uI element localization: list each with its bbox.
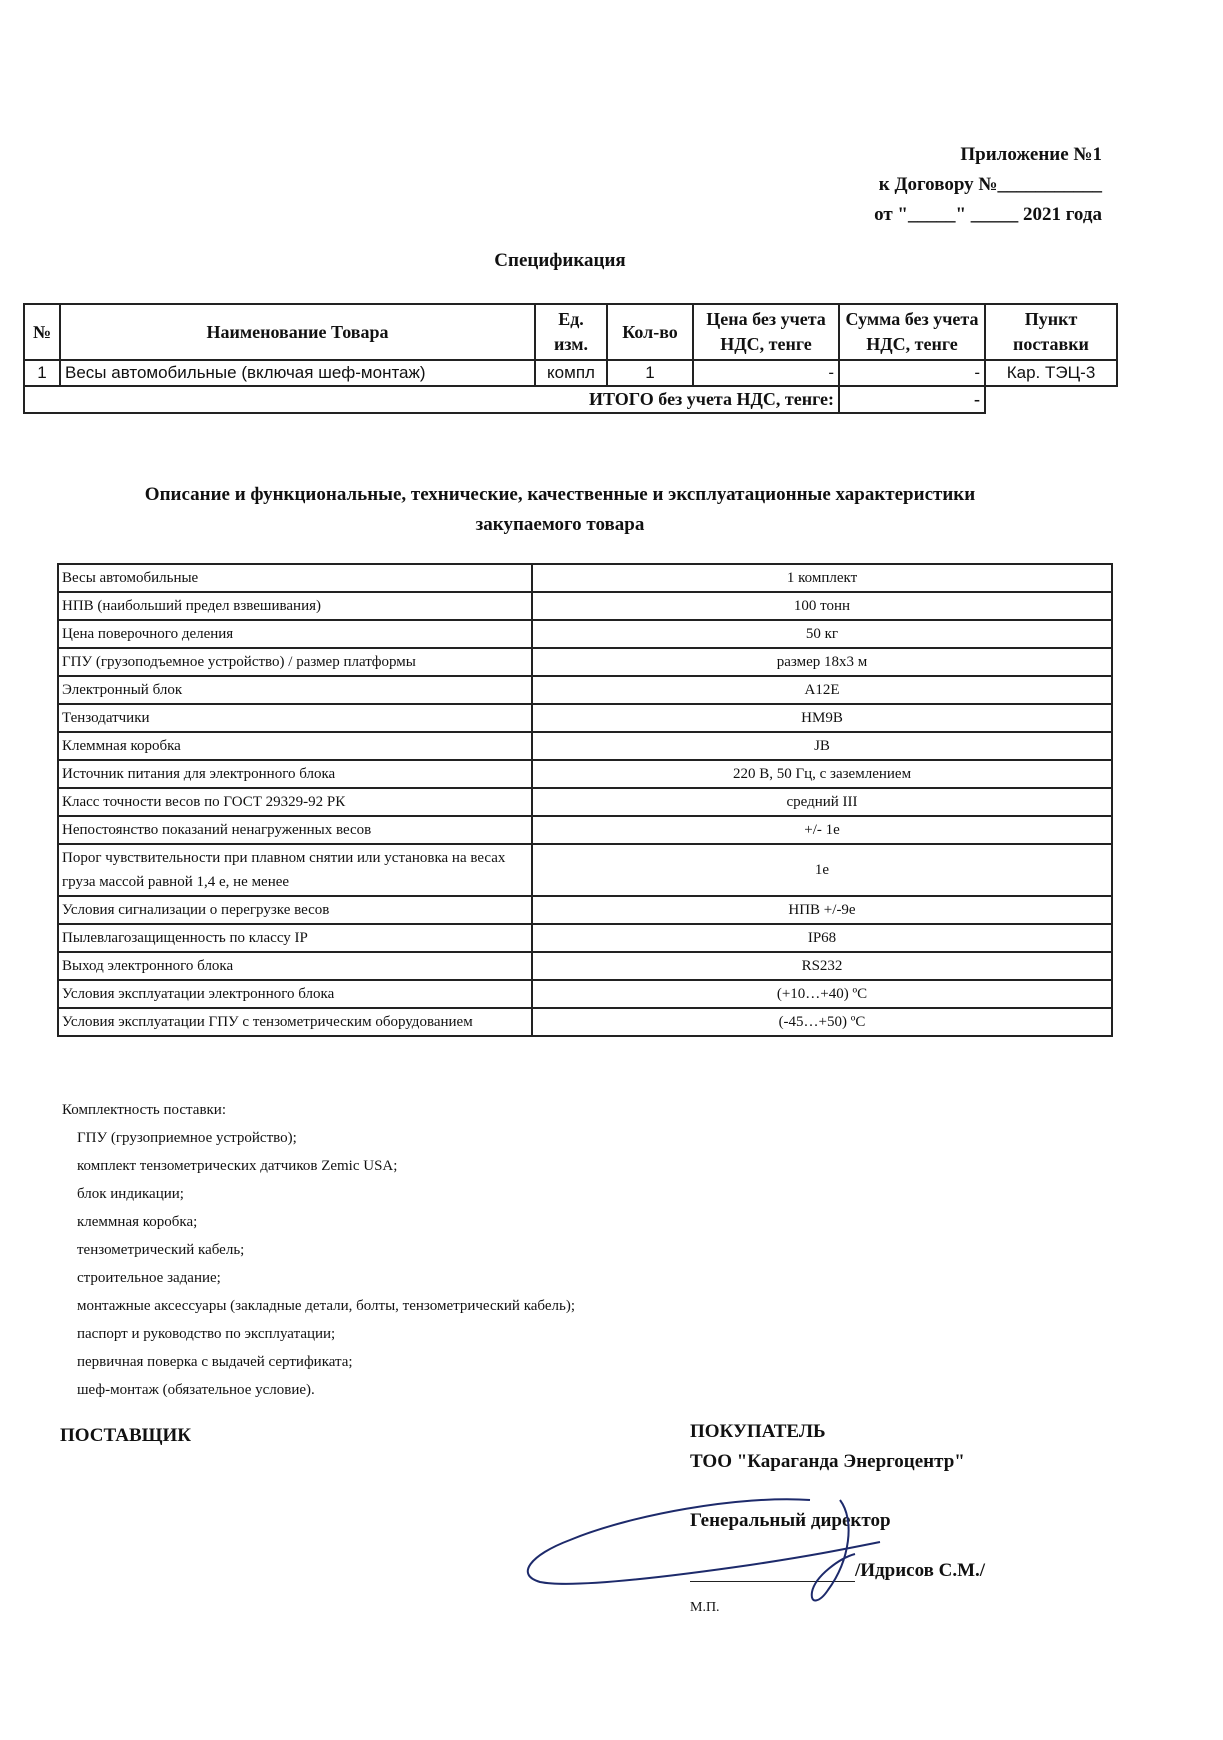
characteristic-row (58, 760, 1112, 788)
row-place: Кар. ТЭЦ-3 (985, 360, 1117, 386)
table-row (24, 360, 1117, 386)
characteristic-value: +/- 1е (532, 816, 1112, 844)
total-value: - (839, 386, 985, 413)
characteristic-row (58, 732, 1112, 760)
characteristic-key: Клеммная коробка (58, 732, 532, 760)
table-header-row (24, 304, 1117, 360)
characteristic-value: 50 кг (532, 620, 1112, 648)
stamp-label: М.П. (690, 1600, 720, 1615)
buyer-position: Генеральный директор (690, 1510, 891, 1531)
characteristic-value: IP68 (532, 924, 1112, 952)
characteristic-value: 220 В, 50 Гц, с заземлением (532, 760, 1112, 788)
list-item: монтажные аксессуары (закладные детали, болты, тензометрический кабель); (77, 1298, 576, 1314)
characteristics-table (57, 563, 1113, 1037)
header-qty: Кол-во (607, 304, 693, 360)
header-name: Наименование Товара (60, 304, 535, 360)
annex-header (874, 140, 1102, 230)
characteristic-row (58, 704, 1112, 732)
row-price: - (693, 360, 839, 386)
characteristic-key: Условия сигнализации о перегрузке весов (58, 896, 532, 924)
handwritten-signature (510, 1480, 930, 1620)
characteristic-value: 100 тонн (532, 592, 1112, 620)
header-price: Цена без учета НДС, тенге (693, 304, 839, 360)
header-place: Пункт поставки (985, 304, 1117, 360)
characteristic-row (58, 816, 1112, 844)
buyer-name: /Идрисов С.М./ (855, 1560, 986, 1581)
characteristic-key: Класс точности весов по ГОСТ 29329-92 РК (58, 788, 532, 816)
contract-number: к Договору №___________ (878, 174, 1102, 195)
header-sum: Сумма без учета НДС, тенге (839, 304, 985, 360)
characteristic-key: Пылевлагозащищенность по классу IP (58, 924, 532, 952)
header-unit: Ед. изм. (535, 304, 607, 360)
characteristic-row (58, 1008, 1112, 1036)
header-num: № (24, 304, 60, 360)
characteristic-key: Условия эксплуатации электронного блока (58, 980, 532, 1008)
total-label: ИТОГО без учета НДС, тенге: (24, 386, 839, 413)
annex-title: Приложение №1 (960, 144, 1102, 165)
characteristic-value: RS232 (532, 952, 1112, 980)
characteristic-key: Источник питания для электронного блока (58, 760, 532, 788)
list-item: строительное задание; (77, 1270, 221, 1286)
buyer-label: ПОКУПАТЕЛЬ (690, 1421, 826, 1442)
delivery-kit (62, 1096, 575, 1404)
characteristic-row (58, 844, 1112, 896)
characteristic-value: JB (532, 732, 1112, 760)
characteristic-row (58, 952, 1112, 980)
characteristic-row (58, 788, 1112, 816)
buyer-company: ТОО "Караганда Энергоцентр" (690, 1451, 965, 1472)
characteristic-key: НПВ (наибольший предел взвешивания) (58, 592, 532, 620)
characteristic-value: НПВ +/-9е (532, 896, 1112, 924)
characteristic-value: A12E (532, 676, 1112, 704)
description-title-line1: Описание и функциональные, технические, качественные и эксплуатационные характеристики (144, 484, 976, 505)
characteristic-key: Весы автомобильные (58, 564, 532, 592)
row-name: Весы автомобильные (включая шеф-монтаж) (60, 360, 535, 386)
characteristic-row (58, 620, 1112, 648)
specification-title: Спецификация (494, 250, 626, 271)
contract-date: от "_____" _____ 2021 года (874, 204, 1102, 225)
characteristic-key: Порог чувствительности при плавном снятии или установка на весах груза массой равной 1,4 е, не менее (58, 844, 532, 896)
buyer-block (690, 1417, 965, 1477)
row-unit: компл (535, 360, 607, 386)
list-item: клеммная коробка; (77, 1214, 198, 1230)
characteristic-row (58, 924, 1112, 952)
characteristic-value: HM9B (532, 704, 1112, 732)
list-item: блок индикации; (77, 1186, 184, 1202)
supplier-label: ПОСТАВЩИК (60, 1425, 192, 1446)
list-item: комплект тензометрических датчиков Zemic USA; (77, 1158, 398, 1174)
characteristic-value: 1е (532, 844, 1112, 896)
empty-cell (985, 386, 1117, 413)
list-item: ГПУ (грузоприемное устройство); (77, 1130, 297, 1146)
list-item: паспорт и руководство по эксплуатации; (77, 1326, 336, 1342)
row-num: 1 (24, 360, 60, 386)
characteristic-row (58, 980, 1112, 1008)
characteristic-key: Условия эксплуатации ГПУ с тензометрическим оборудованием (58, 1008, 532, 1036)
description-title-line2: закупаемого товара (475, 514, 645, 535)
characteristic-key: Тензодатчики (58, 704, 532, 732)
characteristic-key: Электронный блок (58, 676, 532, 704)
row-qty: 1 (607, 360, 693, 386)
characteristic-row (58, 676, 1112, 704)
characteristic-row (58, 592, 1112, 620)
characteristic-row (58, 896, 1112, 924)
list-item: шеф-монтаж (обязательное условие). (77, 1382, 315, 1398)
characteristic-value: 1 комплект (532, 564, 1112, 592)
list-item: тензометрический кабель; (77, 1242, 245, 1258)
characteristic-key: Цена поверочного деления (58, 620, 532, 648)
characteristic-key: Выход электронного блока (58, 952, 532, 980)
list-item: первичная поверка с выдачей сертификата; (77, 1354, 353, 1370)
row-sum: - (839, 360, 985, 386)
characteristic-value: средний III (532, 788, 1112, 816)
characteristic-row (58, 564, 1112, 592)
characteristic-value: (+10…+40) ºС (532, 980, 1112, 1008)
characteristic-key: Непостоянство показаний ненагруженных весов (58, 816, 532, 844)
total-row (24, 386, 1117, 413)
characteristic-key: ГПУ (грузоподъемное устройство) / размер платформы (58, 648, 532, 676)
characteristic-value: (-45…+50) ºС (532, 1008, 1112, 1036)
specification-table (23, 303, 1118, 414)
description-title (60, 480, 1060, 540)
characteristic-row (58, 648, 1112, 676)
characteristic-value: размер 18х3 м (532, 648, 1112, 676)
delivery-kit-title: Комплектность поставки: (62, 1102, 227, 1118)
